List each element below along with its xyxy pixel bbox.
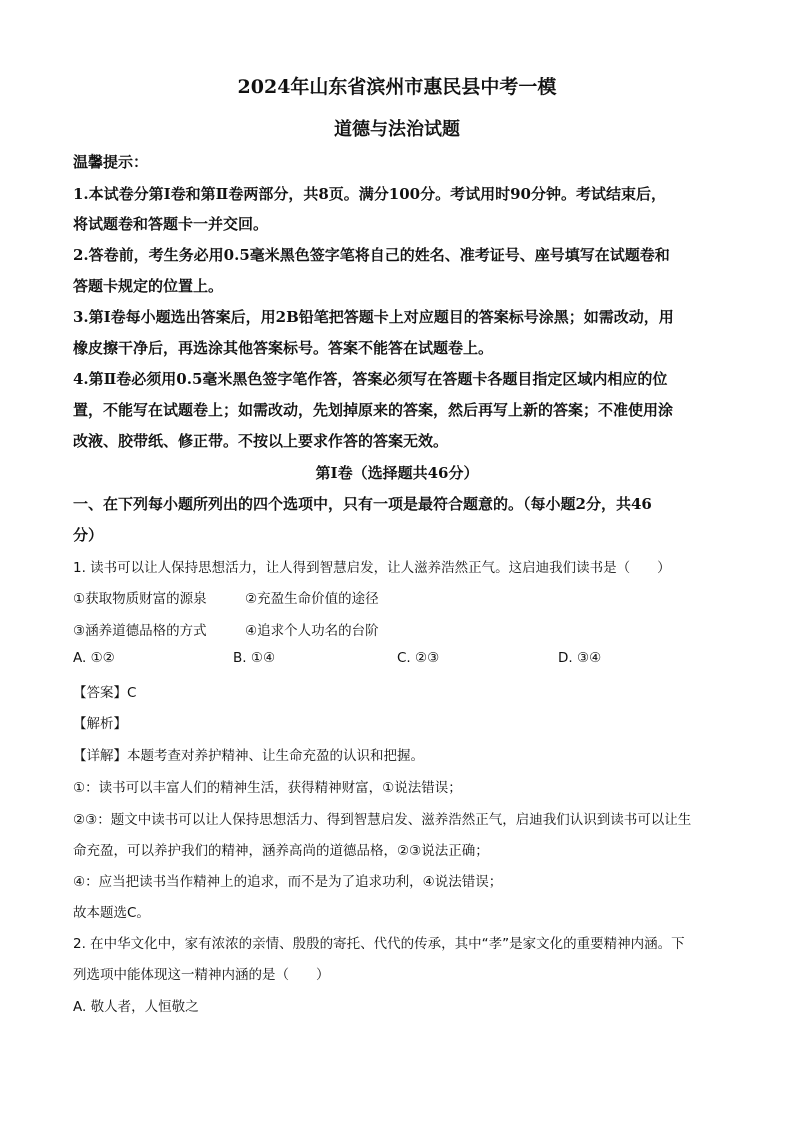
q1-explanation-line: ④：应当把读书当作精神上的追求，而不是为了追求功利，④说法错误； [73,874,503,890]
notice-line: 2.答卷前，考生务必用0.5毫米黑色签字笔将自己的姓名、准考证号、座号填写在试题卷和 [73,246,670,264]
detail-text: 本题考查对养护精神、让生命充盈的认识和把握。 [127,748,424,764]
notice-line: 3.第Ⅰ卷每小题选出答案后，用2B铅笔把答题卡上对应题目的答案标号涂黑；如需改动，用 [73,308,674,326]
section-instruction: 一、在下列每小题所列出的四个选项中，只有一项是最符合题意的。（每小题2分，共46 [73,495,652,513]
section-instruction: 分） [73,526,104,544]
question-2-stem-cont: 列选项中能体现这一精神内涵的是（ ） [73,967,330,983]
q1-statement-3: ③涵养道德品格的方式 [73,623,207,639]
q1-explanation-line: ①：读书可以丰富人们的精神生活，获得精神财富，①说法错误； [73,780,462,796]
question-2-stem: 2. 在中华文化中，家有浓浓的亲情、殷殷的寄托、代代的传承，其中“孝”是家文化的重要精神内涵。下 [73,936,685,952]
section-title: 第Ⅰ卷（选择题共46分） [315,464,479,482]
q1-analysis-label: 【解析】 [73,716,127,732]
q1-statement-2: ②充盈生命价值的途径 [245,591,379,607]
answer-label: 【答案】 [73,685,127,701]
q1-option-c: C. ②③ [397,650,440,666]
q1-conclusion: 故本题选C。 [73,905,150,921]
question-1-stem: 1. 读书可以让人保持思想活力，让人得到智慧启发，让人滋养浩然正气。这启迪我们读书是（ ） [73,560,671,576]
q1-option-b: B. ①④ [233,650,276,666]
notice-heading: 温馨提示： [73,153,149,171]
q1-explanation-line: 命充盈，可以养护我们的精神，涵养高尚的道德品格，②③说法正确； [73,843,489,859]
q1-statement-1: ①获取物质财富的源泉 [73,591,207,607]
q1-option-d: D. ③④ [558,650,602,666]
notice-line: 答题卡规定的位置上。 [73,277,224,295]
notice-line: 1.本试卷分第Ⅰ卷和第Ⅱ卷两部分，共8页。满分100分。考试用时90分钟。考试结束后， [73,185,666,203]
q1-answer [73,681,136,701]
answer-value: C [127,685,137,701]
q1-explanation-line: ②③：题文中读书可以让人保持思想活力、得到智慧启发、滋养浩然正气，启迪我们认识到读书可以让生 [73,812,692,828]
exam-subject-title: 道德与法治试题 [334,119,460,140]
notice-line: 橡皮擦干净后，再选涂其他答案标号。答案不能答在试题卷上。 [73,339,494,357]
notice-line: 4.第Ⅱ卷必须用0.5毫米黑色签字笔作答，答案必须写在答题卡各题目指定区域内相应的位 [73,370,668,388]
q1-statement-4: ④追求个人功名的台阶 [245,623,379,639]
notice-line: 置，不能写在试题卷上；如需改动，先划掉原来的答案，然后再写上新的答案；不准使用涂 [73,401,674,419]
detail-label: 【详解】 [73,748,127,764]
exam-title: 2024年山东省滨州市惠民县中考一模 [237,76,557,98]
q2-option-a: A. 敬人者，人恒敬之 [73,999,199,1015]
q1-detail [73,744,424,764]
notice-line: 将试题卷和答题卡一并交回。 [73,215,269,233]
q1-option-a: A. ①② [73,650,115,666]
notice-line: 改液、胶带纸、修正带。不按以上要求作答的答案无效。 [73,432,449,450]
